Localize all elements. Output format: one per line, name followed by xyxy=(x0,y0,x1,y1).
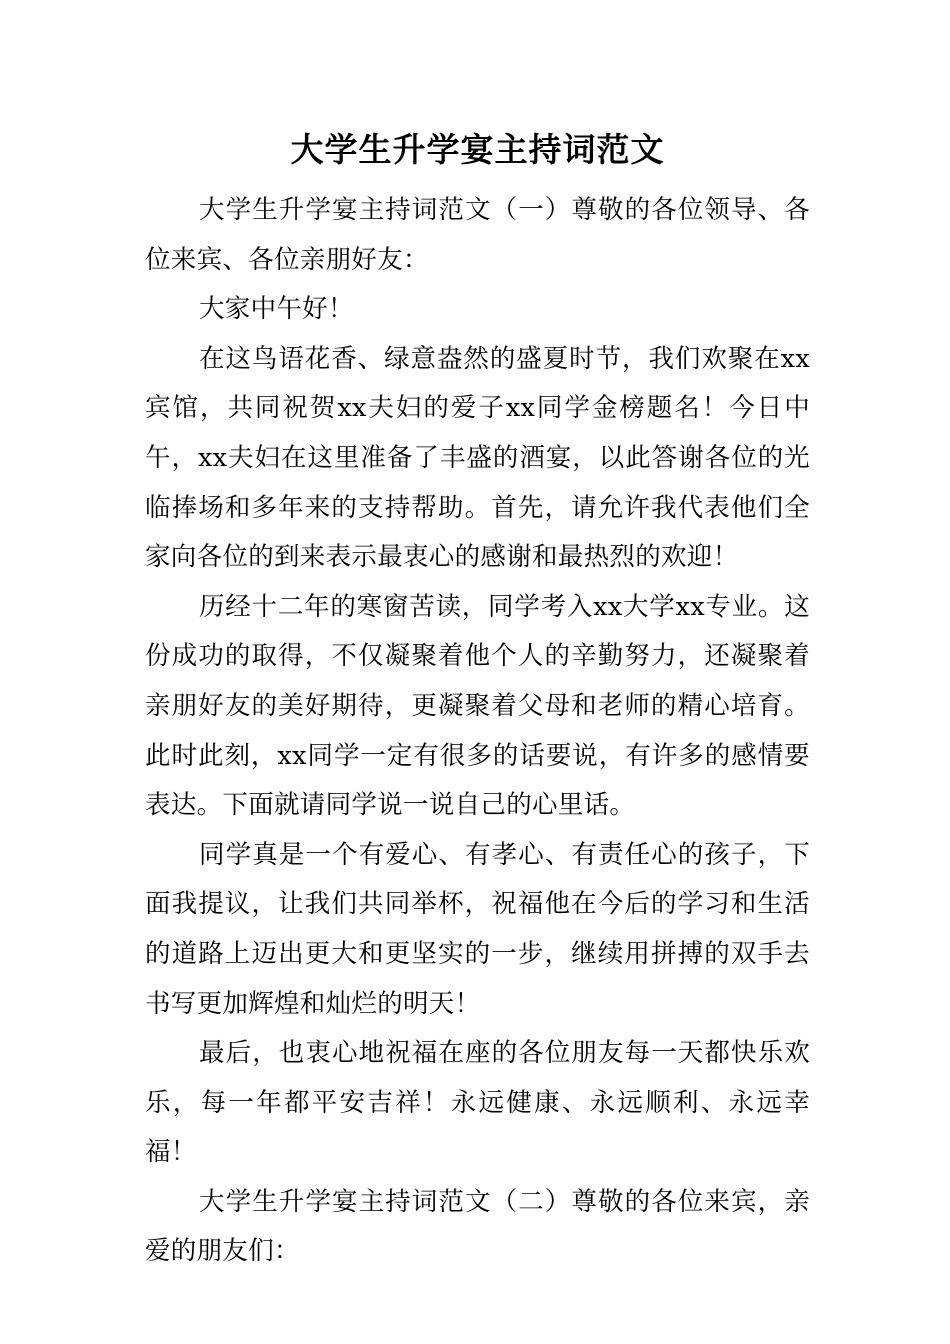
paragraph-6: 最后，也衷心地祝福在座的各位朋友每一天都快乐欢乐，每一年都平安吉祥！永远健康、永远顺利、永远幸福！ xyxy=(145,1038,810,1168)
paragraph-2: 大家中午好！ xyxy=(199,294,354,325)
paragraph-4: 历经十二年的寒窗苦读，同学考入xx大学xx专业。这份成功的取得，不仅凝聚着他个人的辛勤努力，还凝聚着亲朋好友的美好期待，更凝聚着父母和老师的精心培育。此时此刻，xx同学一定有很多的话要说，有许多的感情要表达。下面就请同学说一说自己的心里话。 xyxy=(145,591,810,821)
paragraph-7: 大学生升学宴主持词范文（二）尊敬的各位来宾，亲爱的朋友们： xyxy=(145,1186,810,1267)
document-body xyxy=(145,118,810,1277)
paragraph-5: 同学真是一个有爱心、有孝心、有责任心的孩子，下面我提议，让我们共同举杯，祝福他在今后的学习和生活的道路上迈出更大和更坚实的一步，继续用拼搏的双手去书写更加辉煌和灿烂的明天！ xyxy=(145,839,810,1019)
document-title: 大学生升学宴主持词范文 xyxy=(290,130,665,169)
paragraph-1: 大学生升学宴主持词范文（一）尊敬的各位领导、各位来宾、各位亲朋好友： xyxy=(145,195,810,275)
paragraph-3: 在这鸟语花香、绿意盎然的盛夏时节，我们欢聚在xx宾馆，共同祝贺xx夫妇的爱子xx同学金榜题名！今日中午，xx夫妇在这里准备了丰盛的酒宴，以此答谢各位的光临捧场和多年来的支持帮助。首先，请允许我代表他们全家向各位的到来表示最衷心的感谢和最热烈的欢迎！ xyxy=(145,343,810,573)
